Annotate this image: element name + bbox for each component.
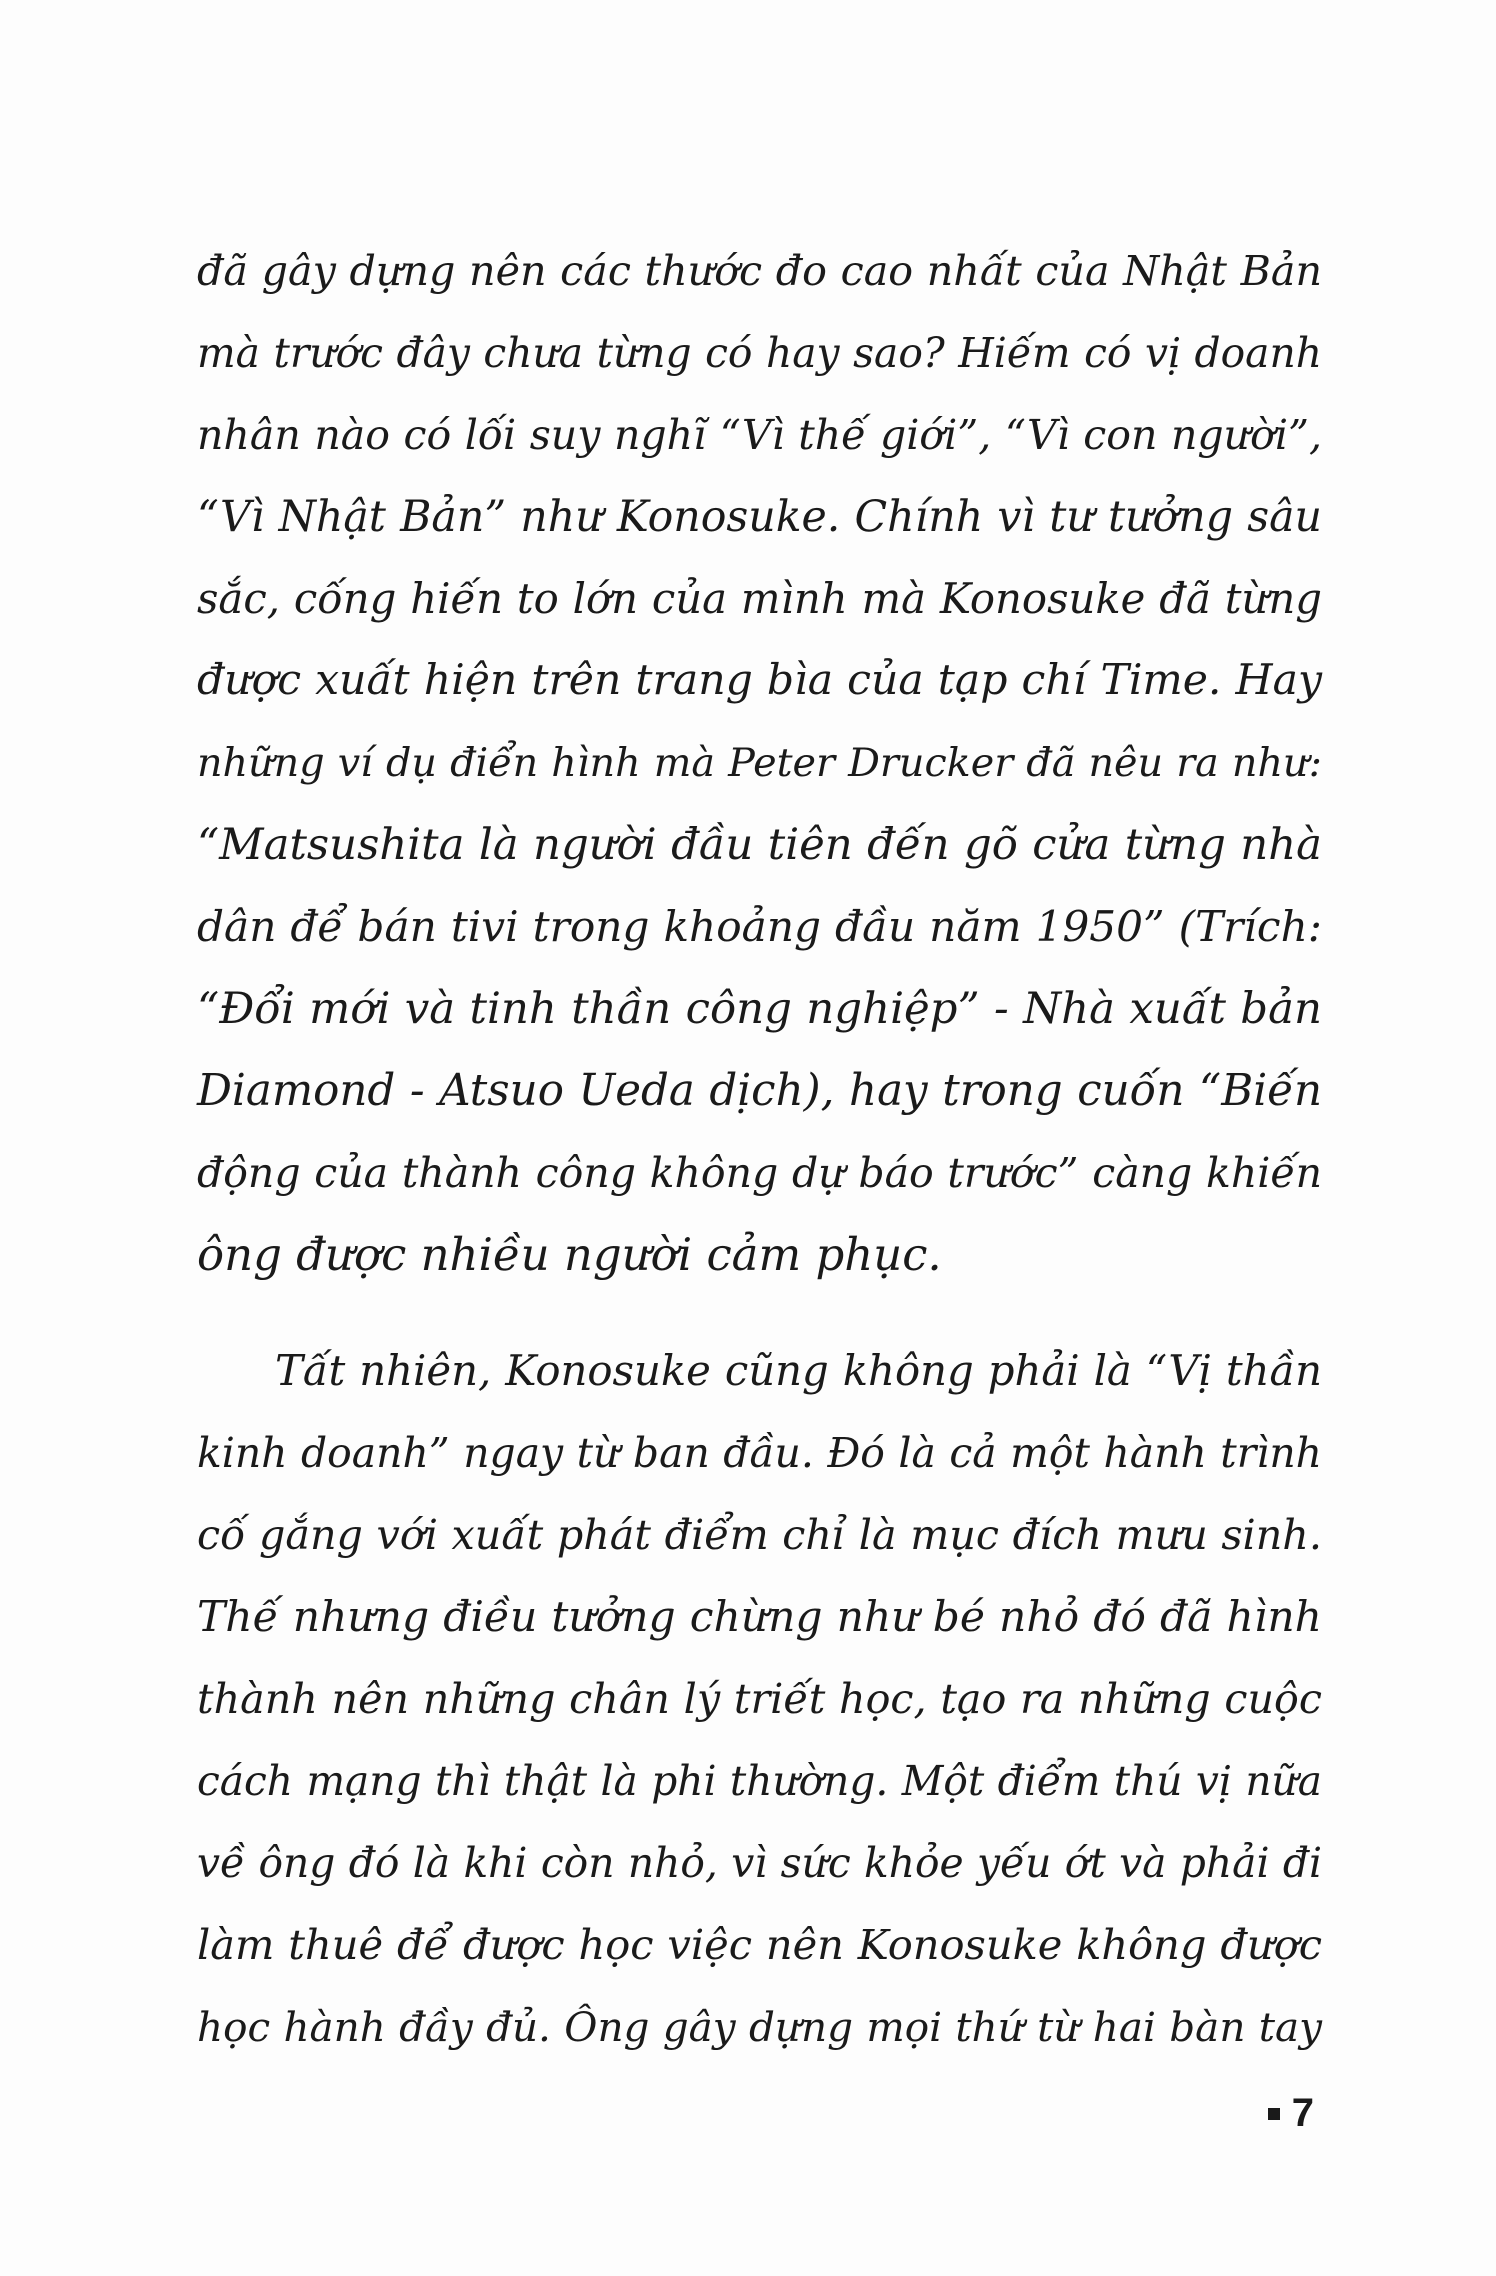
text-line: được xuất hiện trên trang bìa của tạp chí Time. Hay [197, 656, 1322, 705]
text-line: làm thuê để được học việc nên Konosuke không được [197, 1920, 1322, 1969]
text-line: thành nên những chân lý triết học, tạo ra những cuộc [197, 1675, 1322, 1723]
square-bullet-icon [1268, 2108, 1280, 2120]
text-line: nhân nào có lối suy nghĩ “Vì thế giới”, “Vì con người”, [197, 411, 1322, 459]
text-line: Tất nhiên, Konosuke cũng không phải là “Vị thần [275, 1346, 1322, 1395]
text-line: những ví dụ điển hình mà Peter Drucker đã nêu ra như: [197, 740, 1322, 786]
text-line: “Matsushita là người đầu tiên đến gõ cửa từng nhà [197, 820, 1322, 870]
text-line: “Vì Nhật Bản” như Konosuke. Chính vì tư tưởng sâu [197, 492, 1322, 542]
text-line: dân để bán tivi trong khoảng đầu năm 1950” (Trích: [197, 902, 1322, 951]
body-text [197, 230, 1322, 2068]
text-line: về ông đó là khi còn nhỏ, vì sức khỏe yếu ớt và phải đi [197, 1839, 1322, 1887]
text-line: Diamond - Atsuo Ueda dịch), hay trong cuốn “Biến [197, 1066, 1322, 1116]
text-line: mà trước đây chưa từng có hay sao? Hiếm có vị doanh [197, 329, 1322, 377]
text-line: ông được nhiều người cảm phục. [197, 1228, 942, 1281]
text-line: cách mạng thì thật là phi thường. Một điểm thú vị nữa [197, 1757, 1322, 1805]
text-line: học hành đầy đủ. Ông gây dựng mọi thứ từ hai bàn tay [197, 2003, 1322, 2051]
text-line: cố gắng với xuất phát điểm chỉ là mục đích mưu sinh. [197, 1511, 1322, 1559]
page-number-value: 7 [1291, 2091, 1314, 2135]
text-line: Thế nhưng điều tưởng chừng như bé nhỏ đó đã hình [197, 1592, 1322, 1641]
text-line: động của thành công không dự báo trước” càng khiến [197, 1149, 1322, 1197]
paragraph-1 [197, 230, 1322, 1296]
text-line: đã gây dựng nên các thước đo cao nhất của Nhật Bản [197, 247, 1322, 295]
page-number [1268, 2091, 1314, 2136]
paragraph-spacer [197, 1296, 1322, 1330]
text-line: sắc, cống hiến to lớn của mình mà Konosuke đã từng [197, 574, 1322, 623]
text-line: kinh doanh” ngay từ ban đầu. Đó là cả một hành trình [197, 1429, 1322, 1477]
text-line: “Đổi mới và tinh thần công nghiệp” - Nhà xuất bản [197, 984, 1322, 1034]
paragraph-2 [197, 1330, 1322, 2068]
